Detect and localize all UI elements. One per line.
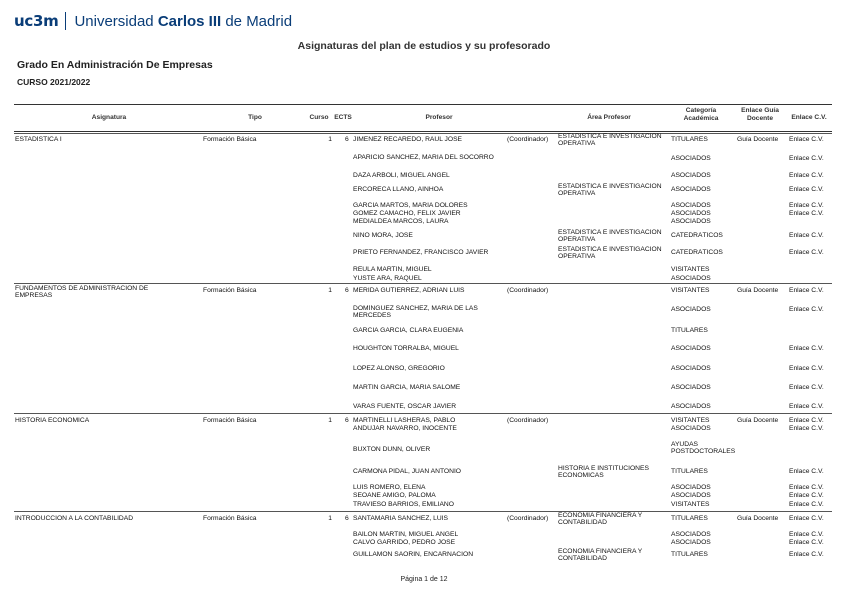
professor-name: HOUGHTON TORRALBA, MIGUEL bbox=[353, 345, 459, 352]
coordinator-tag: (Coordinador) bbox=[507, 417, 549, 424]
academic-category: ASOCIADOS bbox=[671, 218, 711, 225]
cv-link[interactable]: Enlace C.V. bbox=[789, 172, 824, 179]
cv-link[interactable]: Enlace C.V. bbox=[789, 551, 824, 558]
professor-name: ERCORECA LLANO, AINHOA bbox=[353, 186, 444, 193]
academic-category: ASOCIADOS bbox=[671, 403, 711, 410]
cv-link[interactable]: Enlace C.V. bbox=[789, 492, 824, 499]
academic-category: ASOCIADOS bbox=[671, 172, 711, 179]
academic-category: ASOCIADOS bbox=[671, 384, 711, 391]
col-ects: ECTS bbox=[334, 114, 352, 121]
teaching-guide-link[interactable]: Guía Docente bbox=[737, 515, 779, 522]
professor-name: DAZA ARBOLI, MIGUEL ANGEL bbox=[353, 172, 450, 179]
teaching-guide-link[interactable]: Guía Docente bbox=[737, 136, 779, 143]
page-title: Asignaturas del plan de estudios y su profesorado bbox=[297, 40, 551, 52]
subject-name: INTRODUCCIÓN A LA CONTABILIDAD bbox=[15, 515, 134, 522]
professor-name: GARCIA MARTOS, MARIA DOLORES bbox=[353, 202, 468, 209]
cv-link[interactable]: Enlace C.V. bbox=[789, 202, 824, 209]
subject-type: Formación Básica bbox=[203, 417, 257, 424]
cv-link[interactable]: Enlace C.V. bbox=[789, 210, 824, 217]
cv-link[interactable]: Enlace C.V. bbox=[789, 345, 824, 352]
cv-link[interactable]: Enlace C.V. bbox=[789, 306, 824, 313]
coordinator-tag: (Coordinador) bbox=[507, 515, 549, 522]
cv-link[interactable]: Enlace C.V. bbox=[789, 425, 824, 432]
academic-category: ASOCIADOS bbox=[671, 345, 711, 352]
academic-category: ASOCIADOS bbox=[671, 155, 711, 162]
professor-name: CARMONA PIDAL, JUAN ANTONIO bbox=[353, 468, 462, 475]
professor-area: ECONOMIA FINANCIERA Y CONTABILIDAD bbox=[558, 548, 643, 563]
cv-link[interactable]: Enlace C.V. bbox=[789, 384, 824, 391]
logo-text: Universidad Carlos III de Madrid bbox=[74, 12, 293, 30]
col-tipo: Tipo bbox=[248, 114, 262, 121]
professor-area: ESTADISTICA E INVESTIGACION OPERATIVA bbox=[558, 229, 662, 244]
academic-category: ASOCIADOS bbox=[671, 484, 711, 491]
logo-mark: uc3m bbox=[14, 12, 59, 30]
academic-category: TITULARES bbox=[671, 551, 708, 558]
academic-category: ASOCIADOS bbox=[671, 210, 711, 217]
professor-name: MARTINELLI LASHERAS, PABLO bbox=[353, 417, 456, 424]
col-cv: Enlace C.V. bbox=[791, 114, 827, 121]
academic-category: CATEDRÁTICOS bbox=[671, 249, 723, 256]
professor-name: LOPEZ ALONSO, GREGORIO bbox=[353, 365, 445, 372]
group-separator bbox=[14, 413, 832, 414]
page-number: Página 1 de 12 bbox=[400, 576, 448, 583]
professor-area: ESTADISTICA E INVESTIGACION OPERATIVA bbox=[558, 133, 662, 148]
logo-divider bbox=[65, 12, 66, 30]
subject-year: 1 bbox=[328, 417, 332, 424]
professor-name: BUXTON DUNN, OLIVER bbox=[353, 446, 431, 453]
academic-category: ASOCIADOS bbox=[671, 539, 711, 546]
professor-name: ANDUJAR NAVARRO, INOCENTE bbox=[353, 425, 457, 432]
teaching-guide-link[interactable]: Guía Docente bbox=[737, 287, 779, 294]
professor-name: GUILLAMON SAORIN, ENCARNACION bbox=[353, 551, 474, 558]
academic-category: VISITANTES bbox=[671, 501, 710, 508]
academic-category: ASOCIADOS bbox=[671, 365, 711, 372]
professor-name: SEOANE AMIGO, PALOMA bbox=[353, 492, 436, 499]
group-separator bbox=[14, 511, 832, 512]
cv-link[interactable]: Enlace C.V. bbox=[789, 468, 824, 475]
academic-year: CURSO 2021/2022 bbox=[17, 77, 91, 87]
cv-link[interactable]: Enlace C.V. bbox=[789, 484, 824, 491]
professor-name: APARICIO SANCHEZ, MARIA DEL SOCORRO bbox=[353, 154, 494, 161]
academic-category: ASOCIADOS bbox=[671, 425, 711, 432]
col-guia: Enlace Guía Docente bbox=[741, 107, 779, 122]
academic-category: ASOCIADOS bbox=[671, 275, 711, 282]
cv-link[interactable]: Enlace C.V. bbox=[789, 515, 824, 522]
university-logo bbox=[14, 11, 292, 31]
degree-title: Grado En Administración De Empresas bbox=[17, 59, 213, 71]
subject-year: 1 bbox=[328, 287, 332, 294]
professor-name: GARCIA GARCIA, CLARA EUGENIA bbox=[353, 327, 464, 334]
academic-category: ASOCIADOS bbox=[671, 186, 711, 193]
academic-category: TITULARES bbox=[671, 468, 708, 475]
academic-category: TITULARES bbox=[671, 136, 708, 143]
professor-name: YUSTE ARA, RAQUEL bbox=[353, 275, 422, 282]
cv-link[interactable]: Enlace C.V. bbox=[789, 136, 824, 143]
cv-link[interactable]: Enlace C.V. bbox=[789, 539, 824, 546]
subject-type: Formación Básica bbox=[203, 287, 257, 294]
professor-name: NIÑO MORA, JOSE bbox=[353, 232, 413, 239]
subject-name: FUNDAMENTOS DE ADMINISTRACIÓN DE EMPRESAS bbox=[15, 285, 149, 300]
professor-name: GOMEZ CAMACHO, FELIX JAVIER bbox=[353, 210, 461, 217]
academic-category: AYUDAS POSTDOCTORALES bbox=[671, 441, 735, 456]
subject-ects: 6 bbox=[345, 515, 349, 522]
col-curso: Curso bbox=[309, 114, 329, 121]
professor-area: ESTADISTICA E INVESTIGACION OPERATIVA bbox=[558, 246, 662, 261]
academic-category: TITULARES bbox=[671, 327, 708, 334]
cv-link[interactable]: Enlace C.V. bbox=[789, 403, 824, 410]
col-area: Área Profesor bbox=[587, 114, 631, 121]
cv-link[interactable]: Enlace C.V. bbox=[789, 186, 824, 193]
academic-category: TITULARES bbox=[671, 515, 708, 522]
subject-year: 1 bbox=[328, 515, 332, 522]
subject-type: Formación Básica bbox=[203, 136, 257, 143]
academic-category: VISITANTES bbox=[671, 417, 710, 424]
academic-category: ASOCIADOS bbox=[671, 306, 711, 313]
academic-category: ASOCIADOS bbox=[671, 531, 711, 538]
subject-name: HISTORIA ECONÓMICA bbox=[15, 417, 90, 424]
professor-name: DOMÍNGUEZ SÁNCHEZ, MARIA DE LAS MERCEDES bbox=[353, 305, 478, 320]
subject-ects: 6 bbox=[345, 287, 349, 294]
subject-ects: 6 bbox=[345, 136, 349, 143]
professor-name: MARTIN GARCIA, MARIA SALOME bbox=[353, 384, 461, 391]
subject-type: Formación Básica bbox=[203, 515, 257, 522]
coordinator-tag: (Coordinador) bbox=[507, 136, 549, 143]
cv-link[interactable]: Enlace C.V. bbox=[789, 287, 824, 294]
academic-category: VISITANTES bbox=[671, 287, 710, 294]
professor-name: PRIETO FERNANDEZ, FRANCISCO JAVIER bbox=[353, 249, 489, 256]
academic-category: ASOCIADOS bbox=[671, 202, 711, 209]
professor-area: ECONOMIA FINANCIERA Y CONTABILIDAD bbox=[558, 512, 643, 527]
professor-name: CALVO GARRIDO, PEDRO JOSE bbox=[353, 539, 456, 546]
professor-name: TRAVIESO BARRIOS, EMILIANO bbox=[353, 501, 454, 508]
cv-link[interactable]: Enlace C.V. bbox=[789, 531, 824, 538]
col-profesor: Profesor bbox=[425, 114, 453, 121]
professor-name: REULA MARTIN, MIGUEL bbox=[353, 266, 432, 273]
subject-ects: 6 bbox=[345, 417, 349, 424]
cv-link[interactable]: Enlace C.V. bbox=[789, 365, 824, 372]
professor-name: MEDIALDEA MARCOS, LAURA bbox=[353, 218, 449, 225]
professor-name: JIMENEZ RECAREDO, RAUL JOSE bbox=[353, 136, 462, 143]
professor-name: LUIS ROMERO, ELENA bbox=[353, 484, 426, 491]
group-separator bbox=[14, 283, 832, 284]
col-asignatura: Asignatura bbox=[91, 114, 127, 121]
subject-name: ESTADÍSTICA I bbox=[15, 136, 62, 143]
professor-name: BAILON MARTIN, MIGUEL ANGEL bbox=[353, 531, 459, 538]
professor-name: MERIDA GUTIERREZ, ADRIAN LUIS bbox=[353, 287, 465, 294]
professor-name: SANTAMARIA SANCHEZ, LUIS bbox=[353, 515, 449, 522]
professor-area: ESTADISTICA E INVESTIGACION OPERATIVA bbox=[558, 183, 662, 198]
professor-name: VARAS FUENTE, OSCAR JAVIER bbox=[353, 403, 457, 410]
group-separator bbox=[14, 133, 832, 134]
cv-link[interactable]: Enlace C.V. bbox=[789, 249, 824, 256]
cv-link[interactable]: Enlace C.V. bbox=[789, 501, 824, 508]
table-header bbox=[14, 104, 832, 132]
academic-category: VISITANTES bbox=[671, 266, 710, 273]
cv-link[interactable]: Enlace C.V. bbox=[789, 155, 824, 162]
teaching-guide-link[interactable]: Guía Docente bbox=[737, 417, 779, 424]
col-categoria: Categoría Académica bbox=[683, 107, 719, 122]
academic-category: ASOCIADOS bbox=[671, 492, 711, 499]
subject-year: 1 bbox=[328, 136, 332, 143]
coordinator-tag: (Coordinador) bbox=[507, 287, 549, 294]
cv-link[interactable]: Enlace C.V. bbox=[789, 232, 824, 239]
professor-area: HISTORIA E INSTITUCIONES ECONOMICAS bbox=[558, 465, 649, 480]
cv-link[interactable]: Enlace C.V. bbox=[789, 417, 824, 424]
academic-category: CATEDRÁTICOS bbox=[671, 232, 723, 239]
